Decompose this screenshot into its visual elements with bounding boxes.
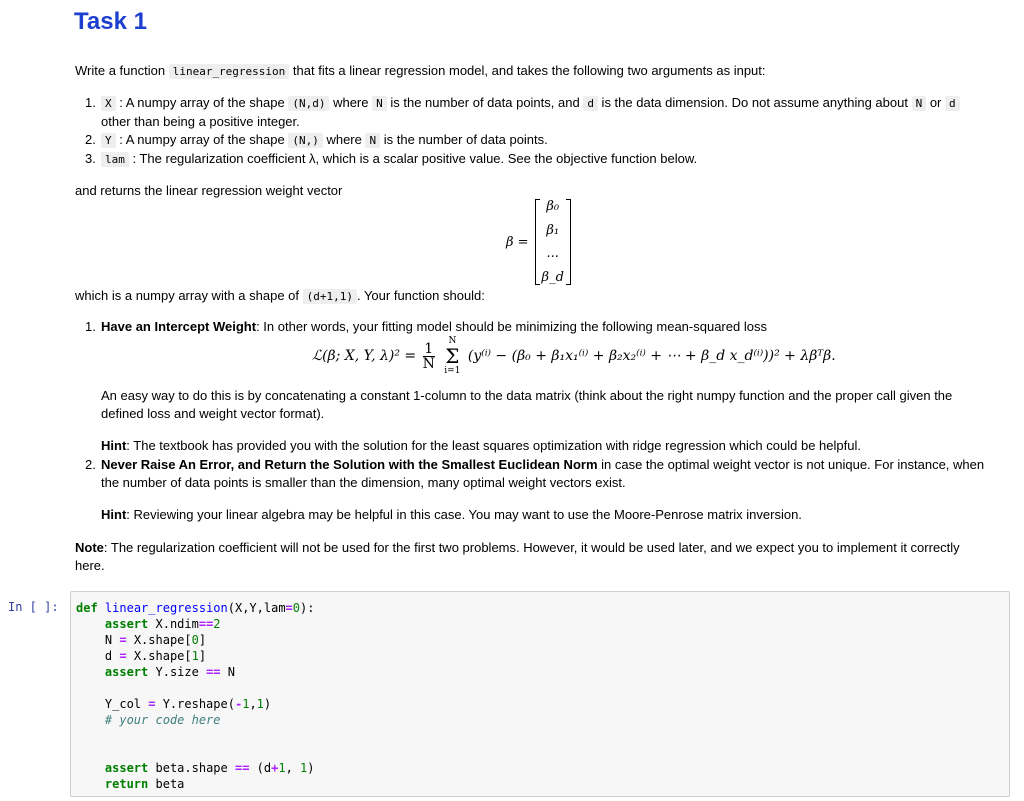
requirement-no-error: 2. Never Raise An Error, and Return the Solution with the Smallest Euclidean Norm in case the optimal weight vector is not unique. For instance, when the number of data points is smaller than the dimension, many optimal weight vectors exist.	[85, 457, 985, 490]
hint-1: Hint: The textbook has provided you with the solution for the least squares optimization with ridge regression which could be helpful.	[101, 438, 861, 453]
hint-2: Hint: Reviewing your linear algebra may be helpful in this case. You may want to use the Moore-Penrose matrix inversion.	[101, 507, 802, 522]
beta-entry: ...	[546, 246, 559, 262]
easy-way-paragraph: An easy way to do this is by concatenating a constant 1-column to the data matrix (think about the right numpy function and the proper call given the defined loss and weight vector format).	[101, 388, 953, 421]
shape-paragraph: which is a numpy array with a shape of (d+1,1) . Your function should:	[75, 288, 485, 303]
list-item-arg-lam: 3. lam : The regularization coefficient λ, which is a scalar positive value. See the objective function below.	[85, 151, 698, 166]
code-cell[interactable]	[70, 591, 1010, 797]
function-name-code: linear_regression	[169, 64, 290, 79]
code-editor[interactable]: def linear_regression(X,Y,lam=0): assert X.ndim==2 N = X.shape[0] d = X.shape[1] assert Y.size == N Y_col = Y.reshape(-1,1) # your code here assert beta.shape == (d+1, 1) return beta	[76, 601, 315, 791]
beta-entry: β_d	[541, 269, 564, 285]
list-item-arg-x: 1. X : A numpy array of the shape (N,d) where N is the number of data points, and d is the data dimension. Do not assume anything about N or d other than being a positive integer.	[85, 94, 1000, 131]
beta-entry: β₁	[546, 222, 560, 238]
intro-paragraph: Write a function linear_regression that fits a linear regression model, and takes the following two arguments as input:	[75, 63, 766, 78]
returns-paragraph: and returns the linear regression weight vector	[75, 183, 343, 198]
page-title: Task 1	[74, 8, 147, 35]
beta-entry: β₀	[546, 199, 560, 214]
requirement-intercept: 1. Have an Intercept Weight: In other words, your fitting model should be minimizing the following mean-squared loss	[85, 319, 767, 334]
cell-prompt: In [ ]:	[8, 600, 59, 614]
loss-equation: ℒ(β; X, Y, λ)² = $\frac{1}{N}$ N Σ i=1 (y⁽ⁱ⁾ − (β₀ + β₁x₁⁽ⁱ⁾ + β₂x₂⁽ⁱ⁾ + ⋯ + β_d x_d⁽ⁱ⁾))² + λβᵀβ.	[312, 336, 836, 376]
beta-vector: β = β₀ β₁ ... β_d	[506, 196, 571, 288]
note-paragraph: Note: The regularization coefficient will not be used for the first two problems. However, it would be used later, and we expect you to implement it correctly here.	[75, 540, 960, 573]
list-item-arg-y: 2. Y : A numpy array of the shape (N,) where N is the number of data points.	[85, 132, 548, 147]
